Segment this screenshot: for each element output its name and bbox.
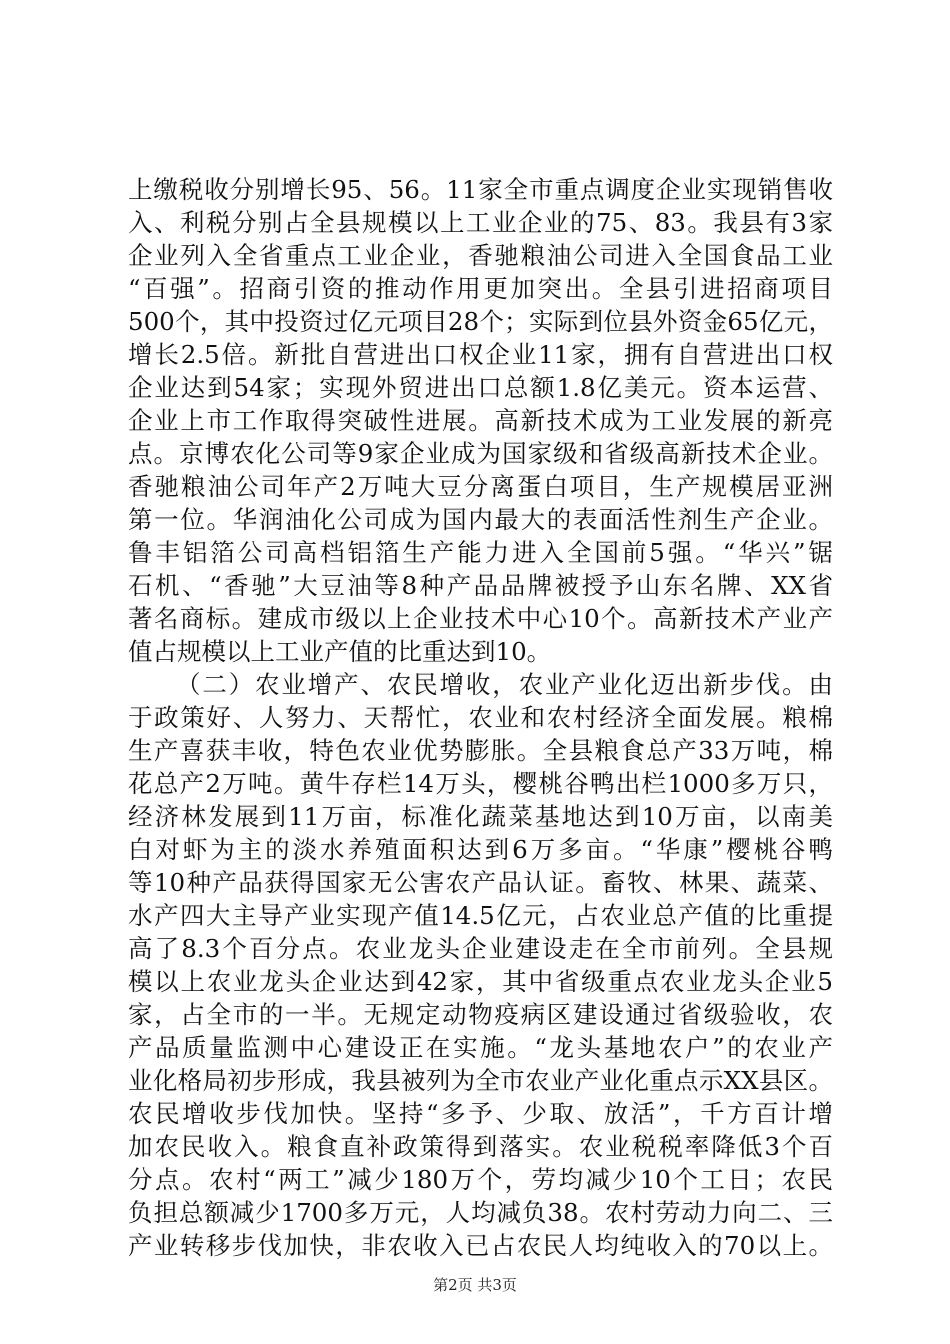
text-line: 经济林发展到11万亩，标准化蔬菜基地达到10万亩，以南美 <box>128 802 833 831</box>
text-line: 花总产2万吨。黄牛存栏14万头，樱桃谷鸭出栏1000多万只， <box>128 769 833 798</box>
text-line: “百强”。招商引资的推动作用更加突出。全县引进招商项目 <box>128 274 833 303</box>
text-line: 企业上市工作取得突破性进展。高新技术成为工业发展的新亮 <box>128 406 833 435</box>
text-line: 500个，其中投资过亿元项目28个；实际到位县外资金65亿元， <box>128 307 833 336</box>
text-line: 产品质量监测中心建设正在实施。“龙头基地农户”的农业产 <box>128 1033 833 1062</box>
section-heading-line: （二）农业增产、农民增收，农业产业化迈出新步伐。由 <box>176 670 833 699</box>
text-line: 白对虾为主的淡水养殖面积达到6万多亩。“华康”樱桃谷鸭 <box>128 835 833 864</box>
text-line: 企业达到54家；实现外贸进出口总额1.8亿美元。资本运营、 <box>128 373 833 402</box>
text-line: 点。京博农化公司等9家企业成为国家级和省级高新技术企业。 <box>128 439 833 468</box>
text-line: 增长2.5倍。新批自营进出口权企业11家，拥有自营进出口权 <box>128 340 833 369</box>
text-line: 加农民收入。粮食直补政策得到落实。农业税税率降低3个百 <box>128 1132 833 1161</box>
text-line: 业化格局初步形成，我县被列为全市农业产业化重点示XX县区。 <box>128 1066 833 1095</box>
text-line: 负担总额减少1700多万元，人均减负38。农村劳动力向二、三 <box>128 1198 833 1227</box>
text-line: 模以上农业龙头企业达到42家，其中省级重点农业龙头企业5 <box>128 967 833 996</box>
text-line: 家，占全市的一半。无规定动物疫病区建设通过省级验收，农 <box>128 1000 833 1029</box>
text-line: 于政策好、人努力、天帮忙，农业和农村经济全面发展。粮棉 <box>128 703 833 732</box>
text-line: 石机、“香驰”大豆油等8种产品品牌被授予山东名牌、XX省 <box>128 571 833 600</box>
page-number-footer: 第2页 共3页 <box>433 1276 517 1294</box>
text-line: 著名商标。建成市级以上企业技术中心10个。高新技术产业产 <box>128 604 833 633</box>
text-line: 香驰粮油公司年产2万吨大豆分离蛋白项目，生产规模居亚洲 <box>128 472 833 501</box>
text-line: 入、利税分别占全县规模以上工业企业的75、83。我县有3家 <box>128 208 833 237</box>
text-line: 值占规模以上工业产值的比重达到10。 <box>128 637 552 666</box>
text-line: 企业列入全省重点工业企业，香驰粮油公司进入全国食品工业 <box>128 241 833 270</box>
text-line: 水产四大主导产业实现产值14.5亿元，占农业总产值的比重提 <box>128 901 833 930</box>
text-line: 第一位。华润油化公司成为国内最大的表面活性剂生产企业。 <box>128 505 833 534</box>
text-line: 高了8.3个百分点。农业龙头企业建设走在全市前列。全县规 <box>128 934 833 963</box>
text-line: 产业转移步伐加快，非农收入已占农民人均纯收入的70以上。 <box>128 1231 833 1260</box>
text-line: 等10种产品获得国家无公害农产品认证。畜牧、林果、蔬菜、 <box>128 868 833 897</box>
text-line: 鲁丰铝箔公司高档铝箔生产能力进入全国前5强。“华兴”锯 <box>128 538 833 567</box>
text-line: 生产喜获丰收，特色农业优势膨胀。全县粮食总产33万吨，棉 <box>128 736 833 765</box>
text-line: 上缴税收分别增长95、56。11家全市重点调度企业实现销售收 <box>128 175 833 204</box>
text-line: 农民增收步伐加快。坚持“多予、少取、放活”，千方百计增 <box>128 1099 833 1128</box>
text-line: 分点。农村“两工”减少180万个，劳均减少10个工日；农民 <box>128 1165 833 1194</box>
